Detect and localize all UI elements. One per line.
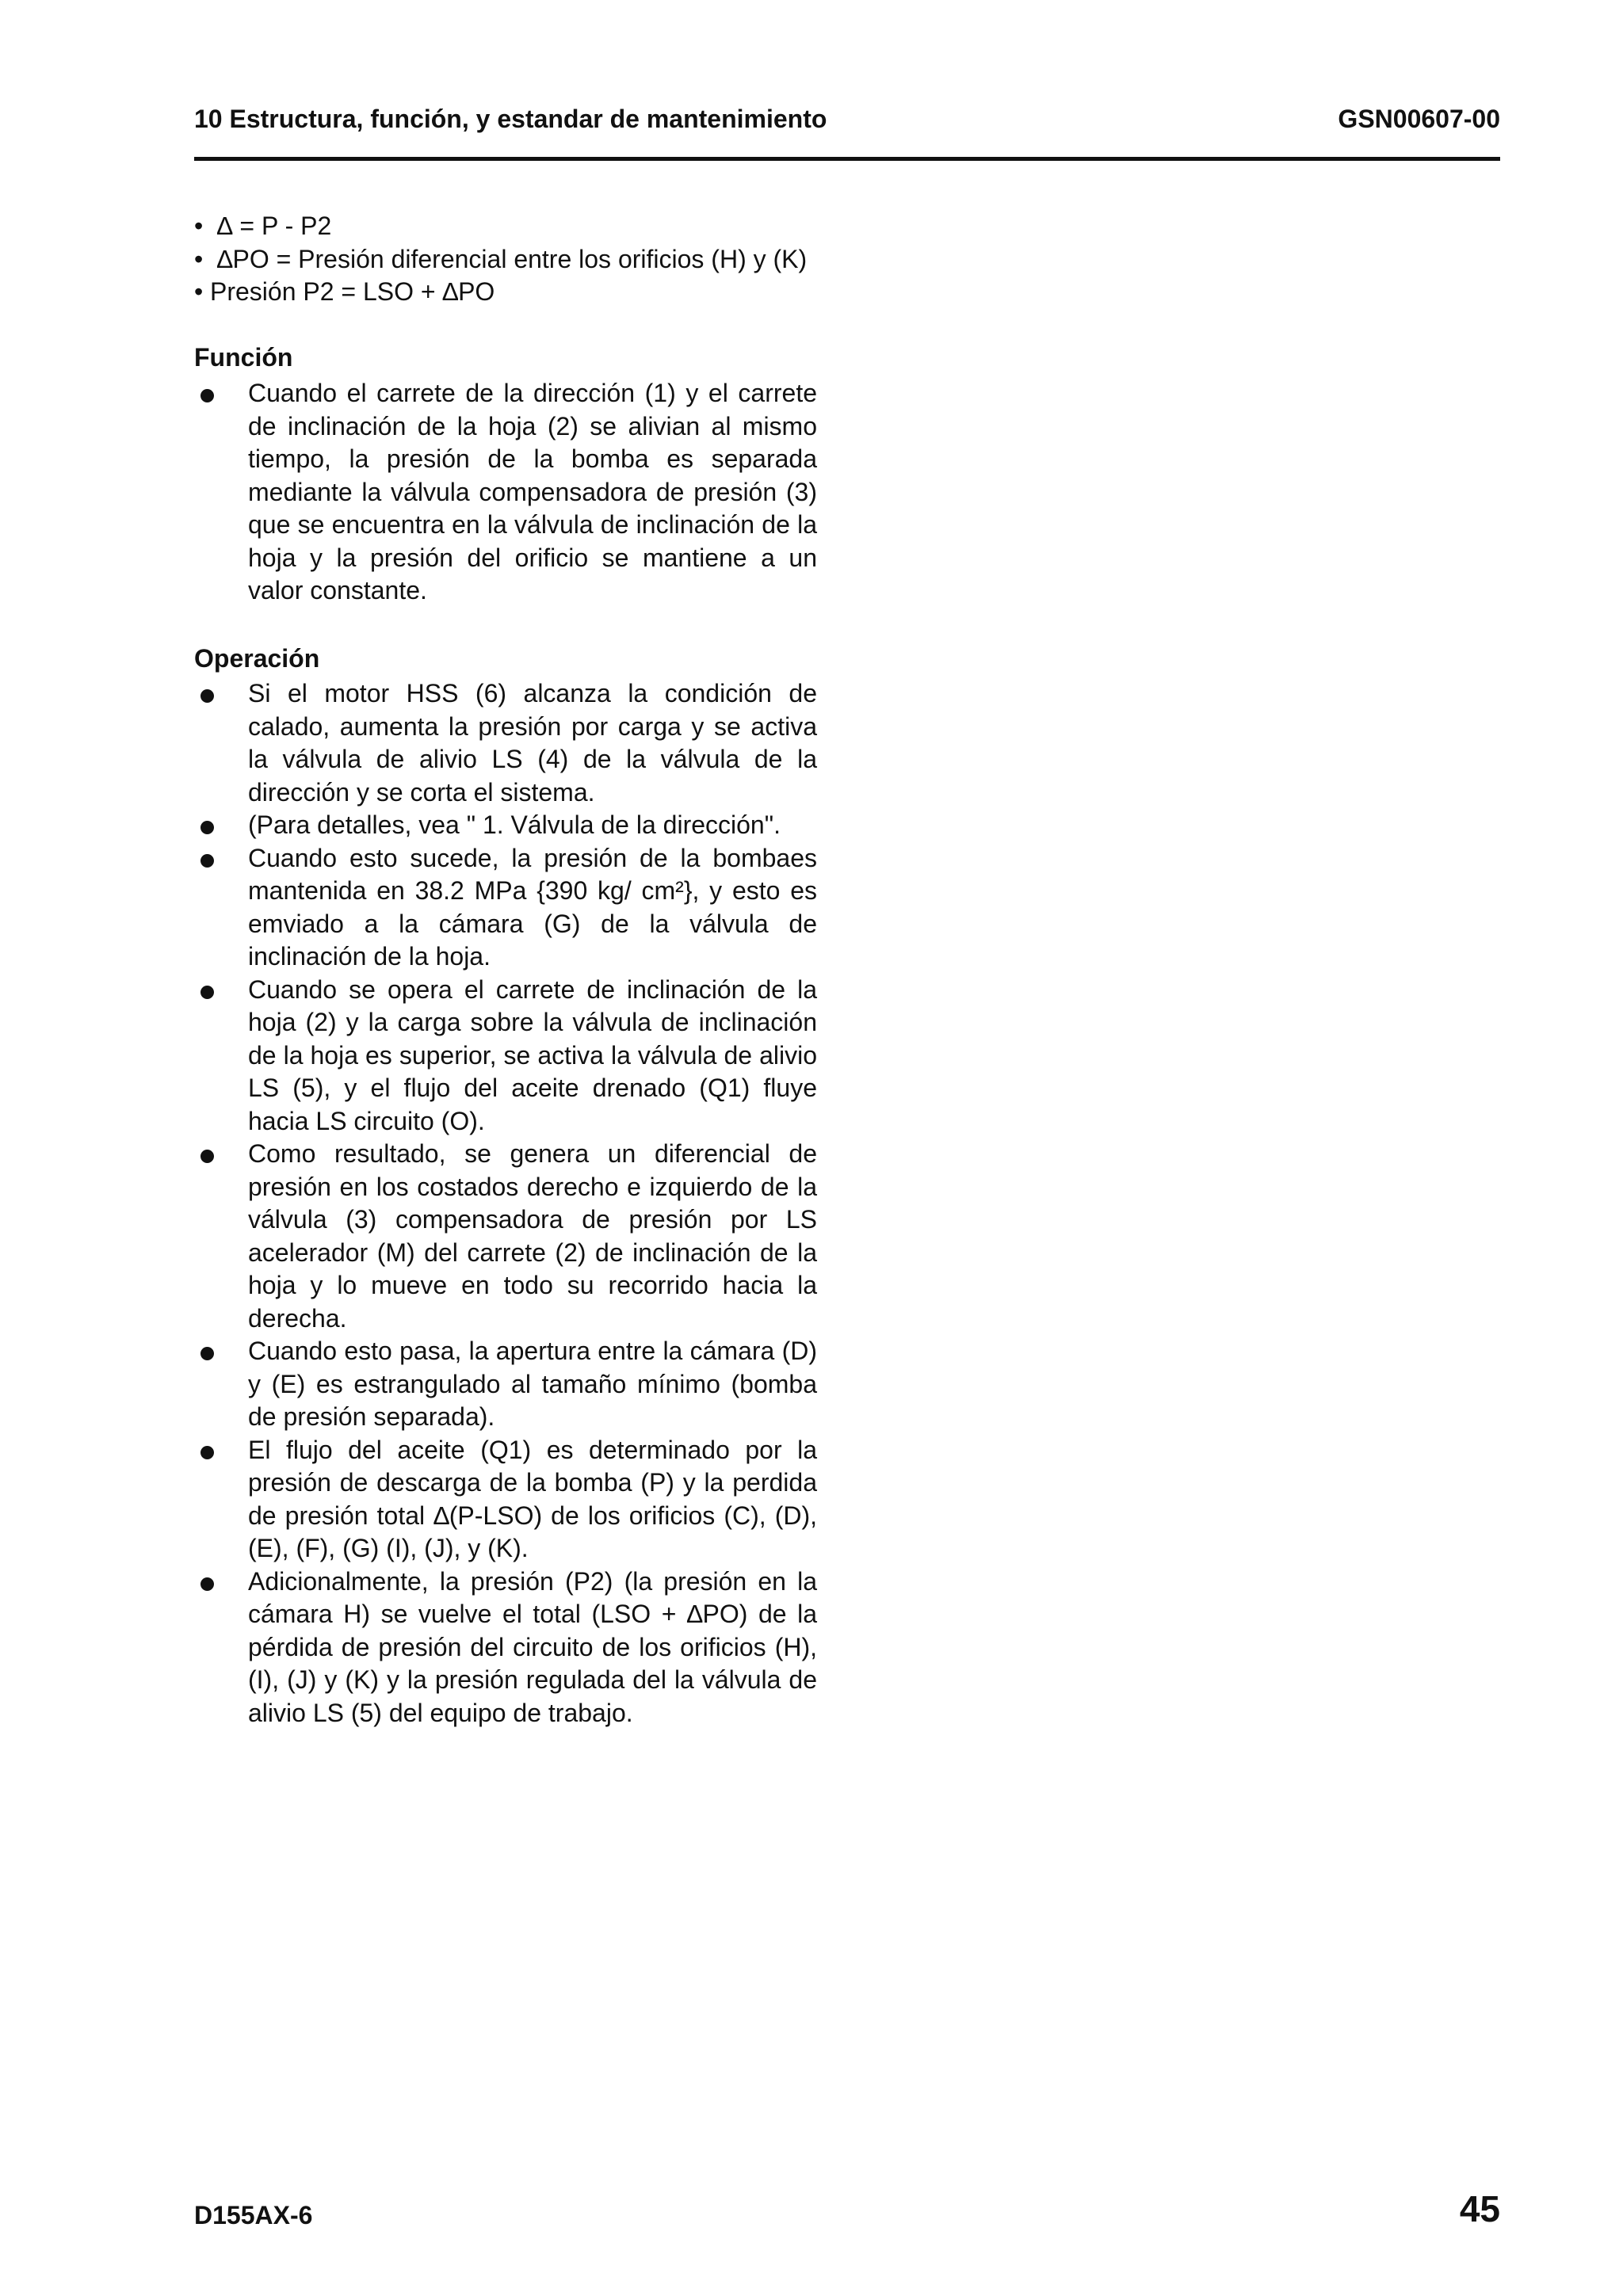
list-item: Cuando se opera el carrete de inclinación de la hoja (2) y la carga sobre la válvula de inclinación de la hoja es superior, se activa la válvula de alivio LS (5), y el flujo del aceite drenado (Q1) fluye hacia LS circuito (O). [194,974,817,1138]
list-item: (Para detalles, vea " 1. Válvula de la dirección". [194,809,817,842]
formula-item: • ∆PO = Presión diferencial entre los orificios (H) y (K) [194,244,808,273]
formula-item: • Presión P2 = LSO + ∆PO [194,277,495,306]
page-header [194,100,1500,161]
formula-list [194,210,807,309]
list-item: Cuando esto sucede, la presión de la bombaes mantenida en 38.2 MPa {390 kg/ cm²}, y esto es emviado a la cámara (G) de la válvula de inclinación de la hoja. [194,842,817,974]
bullet-icon [200,986,214,999]
bullet-icon [200,389,214,402]
bullet-icon [200,1150,214,1163]
bullet-icon [200,689,214,703]
bullet-icon [200,1347,214,1360]
list-item: Adicionalmente, la presión (P2) (la presión en la cámara H) se vuelve el total (LSO + ∆PO) de la pérdida de presión del circuito de los orificios (H), (I), (J) y (K) y la presión regulada del la válvula de alivio LS (5) del equipo de trabajo. [194,1566,817,1730]
formula-item: • ∆ = P - P2 [194,212,332,240]
funcion-list [194,377,817,608]
footer-model: D155AX-6 [194,2201,313,2229]
list-item: Cuando el carrete de la dirección (1) y el carrete de inclinación de la hoja (2) se alivian al mismo tiempo, la presión de la bomba es separada mediante la válvula compensadora de presión (3) que se encuentra en la válvula de inclinación de la hoja y la presión del orificio se mantiene a un valor constante. [194,377,817,608]
document-code: GSN00607-00 [1338,105,1500,133]
funcion-heading: Función [194,343,293,372]
operacion-heading: Operación [194,644,320,673]
bullet-icon [200,1446,214,1459]
list-item: El flujo del aceite (Q1) es determinado por la presión de descarga de la bomba (P) y la perdida de presión total ∆(P-LSO) de los orificios (C), (D), (E), (F), (G) (I), (J), y (K). [194,1434,817,1566]
list-item: Si el motor HSS (6) alcanza la condición de calado, aumenta la presión por carga y se activa la válvula de alivio LS (4) de la válvula de la dirección y se corta el sistema. [194,677,817,809]
page-number: 45 [1459,2188,1500,2229]
bullet-icon [200,854,214,868]
operacion-list [194,677,817,1730]
bullet-icon [200,1577,214,1591]
list-item: Cuando esto pasa, la apertura entre la cámara (D) y (E) es estrangulado al tamaño mínimo (bomba de presión separada). [194,1335,817,1434]
section-title: 10 Estructura, función, y estandar de mantenimiento [194,105,827,133]
bullet-icon [200,821,214,834]
list-item: Como resultado, se genera un diferencial de presión en los costados derecho e izquierdo de la válvula (3) compensadora de presión por LS acelerador (M) del carrete (2) de inclinación de la hoja y lo mueve en todo su recorrido hacia la derecha. [194,1138,817,1335]
